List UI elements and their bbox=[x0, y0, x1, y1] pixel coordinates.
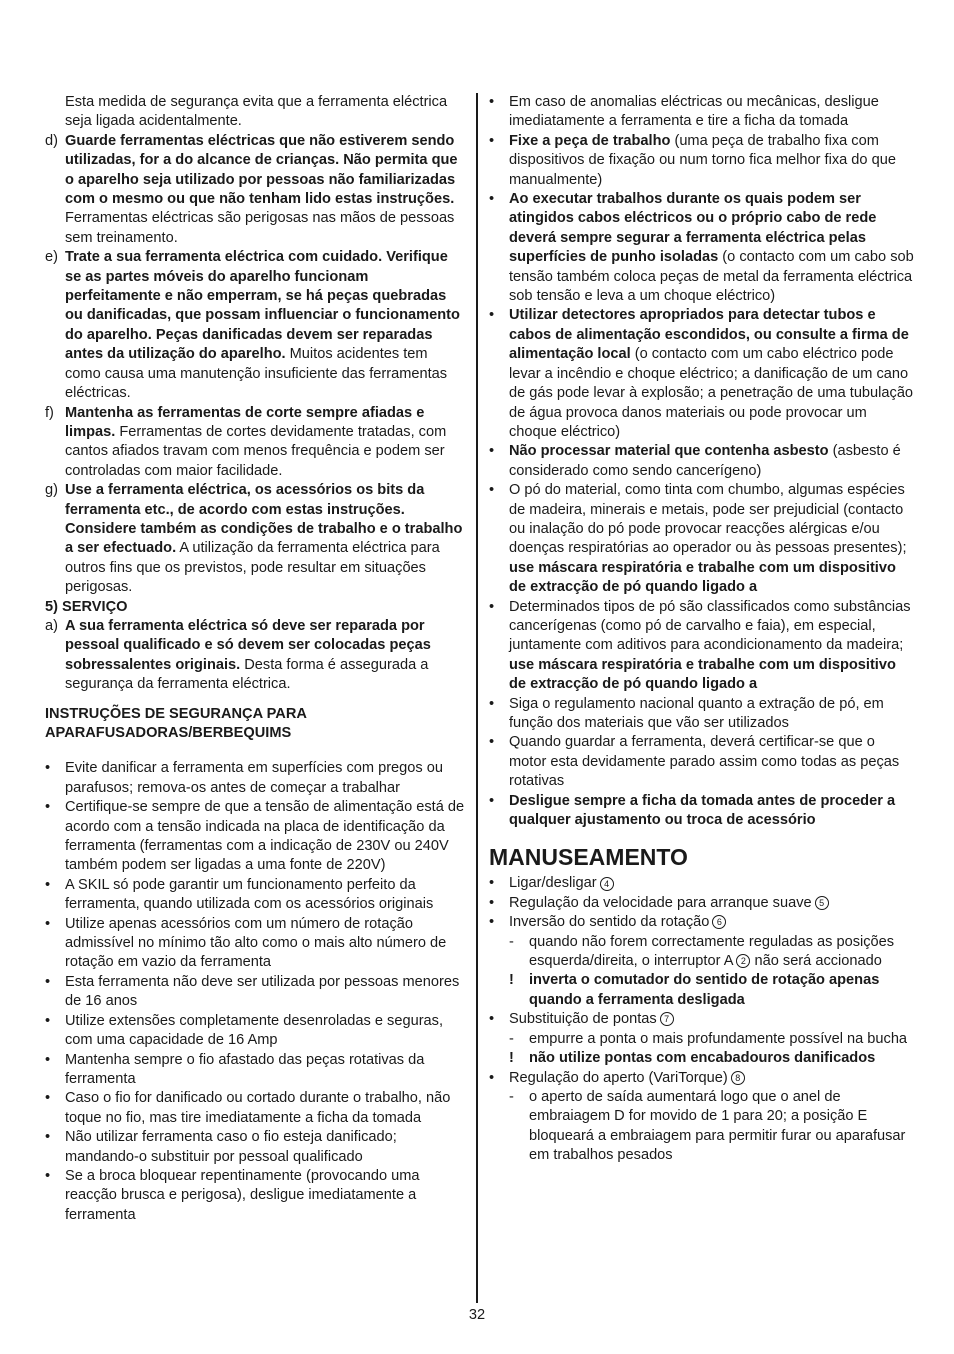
section-heading-safety bbox=[45, 705, 465, 744]
operation-label: Ligar/desligar bbox=[509, 875, 597, 892]
bullet-marker: • bbox=[489, 132, 495, 149]
bullet-item bbox=[489, 190, 914, 306]
bullet-marker: • bbox=[489, 482, 495, 499]
figure-ref-number: 4 bbox=[600, 877, 614, 891]
bullet-text: A SKIL só pode garantir um funcionamento perfeito da ferramenta, quando utilizada com os acessórios originais bbox=[65, 876, 434, 913]
bullet-marker: • bbox=[45, 1090, 51, 1107]
bullet-item bbox=[45, 1089, 465, 1128]
bullet-text: Mantenha sempre o fio afastado das peças rotativas da ferramenta bbox=[65, 1051, 425, 1087]
rule-a bbox=[45, 617, 465, 695]
bullet-text: Evite danificar a ferramenta em superfícies com pregos ou parafusos; remova-os antes de começar a trabalhar bbox=[65, 760, 443, 796]
right-column bbox=[489, 93, 914, 1166]
bullet-marker: • bbox=[45, 876, 51, 893]
rule-bold: Guarde ferramentas eléctricas que não estiverem sendo utilizadas, for a do alcance de crianças. Não permita que o aparelho seja utilizado por pessoas não familiarizadas com o mesmo ou que não tenham lido estas instruções. bbox=[65, 132, 458, 208]
operation-label: Regulação da velocidade para arranque suave bbox=[509, 894, 812, 911]
rule-d bbox=[45, 132, 465, 248]
sub-item bbox=[489, 933, 914, 972]
rule-text: Ferramentas de cortes devidamente tratadas, com cantos afiados travam com menos frequência e podem ser controladas com maior facilidade. bbox=[65, 423, 447, 479]
bullet-text: Certifique-se sempre de que a tensão de alimentação está de acordo com a tensão indicada na placa de identificação da ferramenta (ferramentas com a indicação de 230V ou 240V também podem ser ligadas a uma fonte de 220V) bbox=[65, 799, 465, 874]
rule-text: Ferramentas eléctricas são perigosas nas mãos de pessoas sem treinamento. bbox=[65, 210, 455, 246]
operation-label: Regulação do aperto (VariTorque) bbox=[509, 1069, 728, 1086]
operation-item-bits bbox=[489, 1010, 914, 1029]
figure-ref-number: 6 bbox=[712, 915, 726, 929]
bullet-text: (uma peça de trabalho fixa com dispositivos de fixação ou num torno fica melhor fixa do que manualmente) bbox=[509, 132, 896, 188]
rule-bold: Trate a sua ferramenta eléctrica com cuidado. Verifique se as partes móveis do aparelho funcionam perfeitamente e não emperram, se há peças quebradas ou danificadas, que possam influenciar o funcionamento do aparelho. Peças danificadas devem ser reparadas antes da utilização do aparelho. bbox=[65, 249, 460, 363]
bullet-marker: • bbox=[489, 443, 495, 460]
rule-f bbox=[45, 404, 465, 482]
bullet-text: Determinados tipos de pó são classificados como substâncias cancerígenas (como pó de carvalho e faia), em especial, juntamente com aditivos para acondicionamento da madeira; bbox=[509, 598, 911, 654]
bullet-marker: • bbox=[45, 760, 51, 777]
page-number: 32 bbox=[468, 1307, 486, 1323]
warning-marker: ! bbox=[509, 1050, 514, 1067]
sub-item bbox=[489, 1030, 914, 1049]
bullet-marker: • bbox=[489, 894, 495, 911]
rule-e bbox=[45, 248, 465, 403]
bullet-item bbox=[489, 442, 914, 481]
bullet-item bbox=[489, 598, 914, 695]
bullet-marker: • bbox=[45, 1051, 51, 1068]
bullet-marker: • bbox=[489, 94, 495, 110]
figure-ref-number: 7 bbox=[660, 1012, 674, 1026]
operation-item-speed bbox=[489, 894, 914, 913]
dash-marker: - bbox=[509, 1088, 514, 1105]
bullet-bold: Não processar material que contenha asbesto bbox=[509, 443, 829, 460]
bullet-text: O pó do material, como tinta com chumbo, algumas espécies de madeira, minerais e metais, pode ser prejudicial (contacto ou inalação do pó pode provocar reacções alérgicas e/ou doenças respiratórias ao operador ou às pessoas presentes); bbox=[509, 482, 907, 557]
rule-marker: f) bbox=[45, 404, 54, 421]
rule-g bbox=[45, 481, 465, 597]
bullet-marker: • bbox=[45, 799, 51, 816]
warning-text: não utilize pontas com encabadouros danificados bbox=[529, 1050, 876, 1067]
bullet-bold: Utilizar detectores apropriados para detectar tubos e cabos de alimentação escondidos, ou consulte a firma de alimentação local bbox=[509, 307, 909, 363]
bullet-marker: • bbox=[489, 598, 495, 615]
bullet-bold: Fixe a peça de trabalho bbox=[509, 132, 671, 149]
bullet-marker: • bbox=[489, 734, 495, 751]
rule-marker: g) bbox=[45, 482, 58, 499]
rule-marker: d) bbox=[45, 132, 58, 149]
bullet-marker: • bbox=[45, 915, 51, 932]
warning-text: inverta o comutador do sentido de rotação apenas quando a ferramenta desligada bbox=[529, 972, 880, 1008]
bullet-marker: • bbox=[45, 973, 51, 990]
bullet-item bbox=[45, 1012, 465, 1051]
bullet-marker: • bbox=[489, 914, 495, 931]
bullet-text: Quando guardar a ferramenta, deverá certificar-se que o motor esta devidamente parado assim como todas as peças rotativas bbox=[509, 734, 900, 790]
bullet-text: Se a broca bloquear repentinamente (provocando uma reacção brusca e perigosa), desligue imediatamente a ferramenta bbox=[65, 1167, 420, 1223]
bullet-item bbox=[45, 759, 465, 798]
bullet-marker: • bbox=[489, 307, 495, 324]
bullet-text: Caso o fio for danificado ou cortado durante o trabalho, não toque no fio, mas tire imediatamente a ficha da tomada bbox=[65, 1090, 451, 1126]
figure-ref-number: 8 bbox=[731, 1071, 745, 1085]
rule-text: Muitos acidentes tem como causa uma manutenção insuficiente das ferramentas eléctricas. bbox=[65, 346, 448, 402]
heading-line-2: APARAFUSADORAS/BERBEQUIMS bbox=[45, 725, 292, 741]
rule-bold: A sua ferramenta eléctrica só deve ser reparada por pessoal qualificado e só devem ser colocadas peças sobressalentes originais. bbox=[65, 617, 431, 673]
sub-text: empurre a ponta o mais profundamente possível na bucha bbox=[529, 1030, 908, 1047]
warning-item bbox=[489, 971, 914, 1010]
section-title-manuseamento: MANUSEAMENTO bbox=[489, 844, 688, 871]
bullet-item bbox=[45, 798, 465, 876]
bullet-item bbox=[489, 695, 914, 734]
sub-text: quando não forem correctamente reguladas as posições esquerda/direita, o interruptor A bbox=[529, 933, 895, 970]
bullet-marker: • bbox=[489, 875, 495, 892]
bullet-bold: use máscara respiratória e trabalhe com um dispositivo de extracção de pó quando ligado a bbox=[509, 656, 896, 693]
warning-item bbox=[489, 1049, 914, 1068]
bullet-text: (o contacto com um cabo sob tensão também coloca peças de metal da ferramenta eléctrica sob tensão e leva a um choque eléctrico) bbox=[509, 249, 914, 305]
bullet-bold: use máscara respiratória e trabalhe com um dispositivo de extracção de pó quando ligado a bbox=[509, 559, 896, 596]
warning-marker: ! bbox=[509, 972, 514, 989]
bullet-item bbox=[45, 876, 465, 915]
bullet-marker: • bbox=[489, 1069, 495, 1086]
operation-item-reverse bbox=[489, 913, 914, 932]
bullet-item bbox=[45, 1128, 465, 1167]
rule-text: Desta forma é assegurada a segurança da ferramenta eléctrica. bbox=[65, 656, 429, 693]
bullet-text: Siga o regulamento nacional quanto a extração de pó, em função dos materiais que vão ser utilizados bbox=[509, 695, 884, 731]
safety-bullet-list bbox=[45, 759, 465, 1225]
column-divider bbox=[476, 93, 478, 1303]
operation-item-torque bbox=[489, 1069, 914, 1088]
bullet-item bbox=[489, 93, 914, 132]
section-heading-servico: 5) SERVIÇO bbox=[45, 598, 128, 615]
heading-line-1: INSTRUÇÕES DE SEGURANÇA PARA bbox=[45, 705, 307, 722]
rule-text: A utilização da ferramenta eléctrica para outros fins que os previstos, pode resultar em situações perigosas. bbox=[65, 540, 440, 596]
dash-marker: - bbox=[509, 933, 514, 950]
bullet-text: Utilize extensões completamente desenroladas e seguras, com uma capacidade de 16 Amp bbox=[65, 1012, 444, 1049]
operation-item-on-off bbox=[489, 874, 914, 893]
figure-ref-number: 2 bbox=[736, 954, 750, 968]
bullet-item bbox=[45, 1167, 465, 1225]
left-column bbox=[45, 93, 465, 1225]
sub-item bbox=[489, 1088, 914, 1166]
bullet-text: Esta ferramenta não deve ser utilizada por pessoas menores de 16 anos bbox=[65, 973, 460, 1010]
figure-ref-number: 5 bbox=[815, 896, 829, 910]
bullet-text: Em caso de anomalias eléctricas ou mecânicas, desligue imediatamente a ferramenta e tire a ficha da tomada bbox=[509, 94, 879, 130]
rule-marker: a) bbox=[45, 617, 58, 634]
bullet-text: Utilize apenas acessórios com um número de rotação admissível no mínimo tão alto como o mais alto número de rotação em vazio da ferramenta bbox=[65, 915, 447, 971]
bullet-text: (o contacto com um cabo eléctrico pode levar a incêndio e choque eléctrico; a danificação de um cano de gás pode levar à explosão; a penetração de uma tubulação de água provoca danos materiais ou pode provocar um choque eléctrico) bbox=[509, 346, 914, 440]
rule-marker: e) bbox=[45, 249, 58, 266]
bullet-item bbox=[45, 915, 465, 973]
bullet-marker: • bbox=[489, 792, 495, 809]
sub-text: o aperto de saída aumentará logo que o anel de embraiagem D for movido de 1 para 20; a posição E bloqueará a embraiagem para permitir furar ou aparafusar em trabalhos pesados bbox=[529, 1088, 906, 1164]
bullet-item bbox=[489, 132, 914, 190]
bullet-item bbox=[489, 792, 914, 831]
bullet-marker: • bbox=[45, 1167, 51, 1184]
bullet-item bbox=[489, 481, 914, 597]
bullet-item bbox=[45, 1051, 465, 1090]
bullet-marker: • bbox=[489, 191, 495, 208]
intro-text: Esta medida de segurança evita que a ferramenta eléctrica seja ligada acidentalmente. bbox=[65, 94, 448, 130]
operation-label: Substituição de pontas bbox=[509, 1011, 657, 1028]
bullet-bold: Ao executar trabalhos durante os quais podem ser atingidos cabos eléctricos ou o próprio cabo de rede deverá sempre segurar a ferramenta eléctrica pelas superfícies de punho isoladas bbox=[509, 191, 877, 266]
bullet-item bbox=[45, 973, 465, 1012]
bullet-bold: Desligue sempre a ficha da tomada antes de proceder a qualquer ajustamento ou troca de acessório bbox=[509, 792, 896, 829]
bullet-item bbox=[489, 306, 914, 442]
bullet-marker: • bbox=[45, 1012, 51, 1029]
bullet-text: (asbesto é considerado como sendo cancerígeno) bbox=[509, 443, 901, 479]
bullet-marker: • bbox=[489, 1011, 495, 1028]
bullet-text: Não utilizar ferramenta caso o fio esteja danificado; mandando-o substituir por pessoal qualificado bbox=[65, 1129, 397, 1165]
sub-text: não será accionado bbox=[750, 953, 882, 970]
rule-bold: Use a ferramenta eléctrica, os acessórios os bits da ferramenta etc., de acordo com estas instruções. Considere também as condições de trabalho e o trabalho a ser efectuado. bbox=[65, 482, 463, 557]
bullet-item bbox=[489, 733, 914, 791]
bullet-marker: • bbox=[489, 695, 495, 712]
bullet-marker: • bbox=[45, 1129, 51, 1146]
rule-bold: Mantenha as ferramentas de corte sempre afiadas e limpas. bbox=[65, 404, 425, 440]
dash-marker: - bbox=[509, 1030, 514, 1047]
operation-label: Inversão do sentido da rotação bbox=[509, 914, 710, 931]
